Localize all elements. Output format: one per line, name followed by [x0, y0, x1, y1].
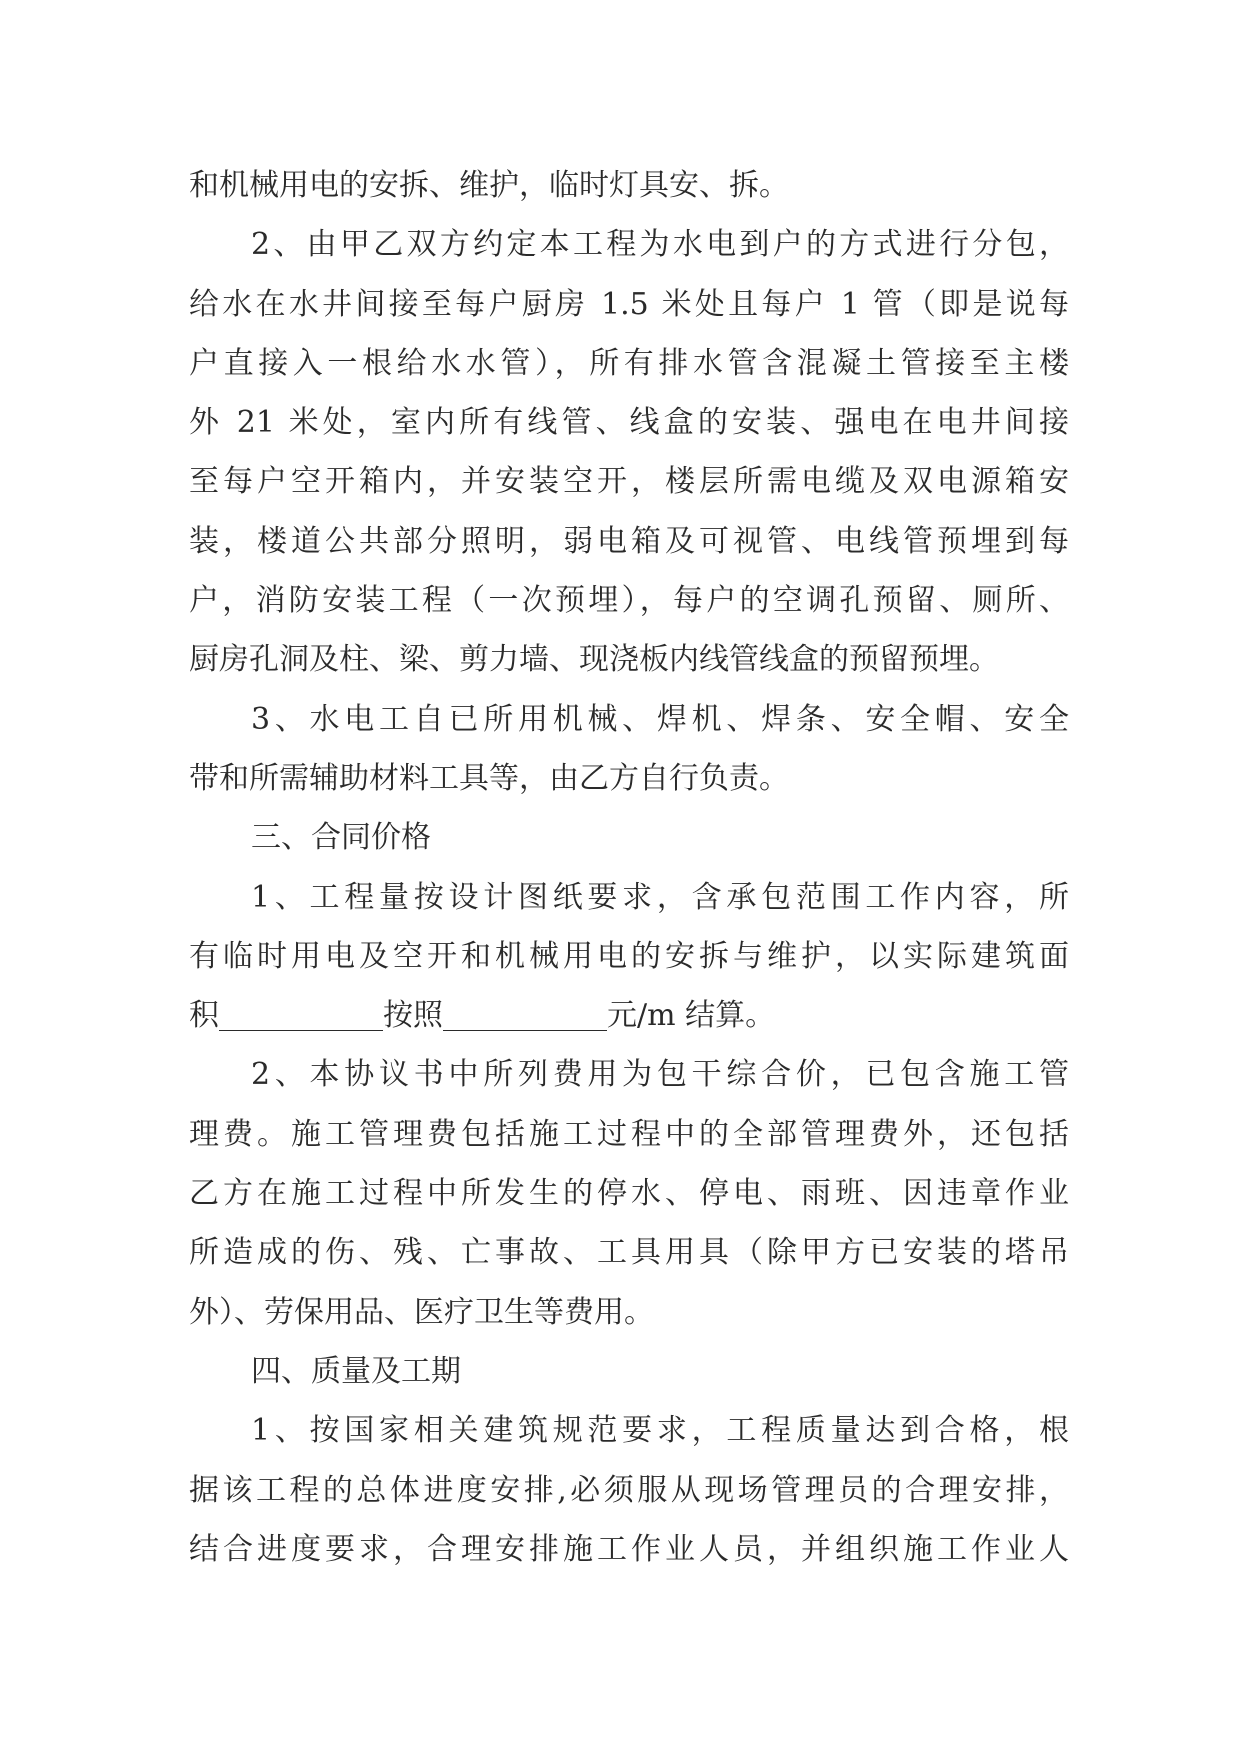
area-blank-field[interactable]: [219, 1000, 383, 1031]
text-line: 有临时用电及空开和机械用电的安拆与维护，以实际建筑面: [189, 938, 1069, 974]
text-line: 2、由甲乙双方约定本工程为水电到户的方式进行分包，: [251, 227, 1069, 263]
text-line: 1、工程量按设计图纸要求，含承包范围工作内容，所: [251, 879, 1069, 915]
price-blank-field[interactable]: [443, 1000, 607, 1031]
text-line: 厨房孔洞及柱、梁、剪力墙、现浇板内线管线盒的预留预埋。: [189, 642, 999, 678]
text-line: 外）、劳保用品、医疗卫生等费用。: [189, 1294, 654, 1330]
fill-in-middle: 按照: [383, 998, 443, 1034]
text-line: 3、水电工自已所用机械、焊机、焊条、安全帽、安全: [251, 701, 1069, 737]
contract-text: [189, 156, 1069, 1579]
text-line: 1、按国家相关建筑规范要求，工程质量达到合格，根: [251, 1413, 1069, 1449]
text-line: 装，楼道公共部分照明，弱电箱及可视管、电线管预埋到每: [189, 523, 1069, 559]
section-heading: 四、质量及工期: [251, 1353, 461, 1389]
text-line: 至每户空开箱内，并安装空开，楼层所需电缆及双电源箱安: [189, 464, 1069, 500]
section-heading: 三、合同价格: [251, 820, 431, 856]
text-line: 外 21 米处，室内所有线管、线盒的安装、强电在电井间接: [189, 405, 1069, 441]
fill-in-suffix: 元/m 结算。: [607, 998, 776, 1034]
text-line: 带和所需辅助材料工具等，由乙方自行负责。: [189, 760, 789, 796]
text-line: 理费。施工管理费包括施工过程中的全部管理费外，还包括: [189, 1116, 1069, 1152]
text-line: 给水在水井间接至每户厨房 1.5 米处且每户 1 管（即是说每: [189, 286, 1069, 322]
text-line: 据该工程的总体进度安排,必须服从现场管理员的合理安排，: [189, 1472, 1069, 1508]
text-line: 结合进度要求，合理安排施工作业人员，并组织施工作业人: [189, 1531, 1069, 1567]
text-line: 和机械用电的安拆、维护，临时灯具安、拆。: [189, 168, 789, 203]
fill-in-line: [189, 986, 1069, 1045]
text-line: 户直接入一根给水水管），所有排水管含混凝土管接至主楼: [189, 345, 1069, 381]
fill-in-prefix: 积: [189, 998, 219, 1034]
text-line: 户，消防安装工程（一次预埋），每户的空调孔预留、厕所、: [189, 583, 1069, 619]
text-line: 乙方在施工过程中所发生的停水、停电、雨班、因违章作业: [189, 1176, 1069, 1212]
text-line: 所造成的伤、残、亡事故、工具用具（除甲方已安装的塔吊: [189, 1235, 1069, 1271]
text-line: 2、本协议书中所列费用为包干综合价，已包含施工管: [251, 1057, 1069, 1093]
